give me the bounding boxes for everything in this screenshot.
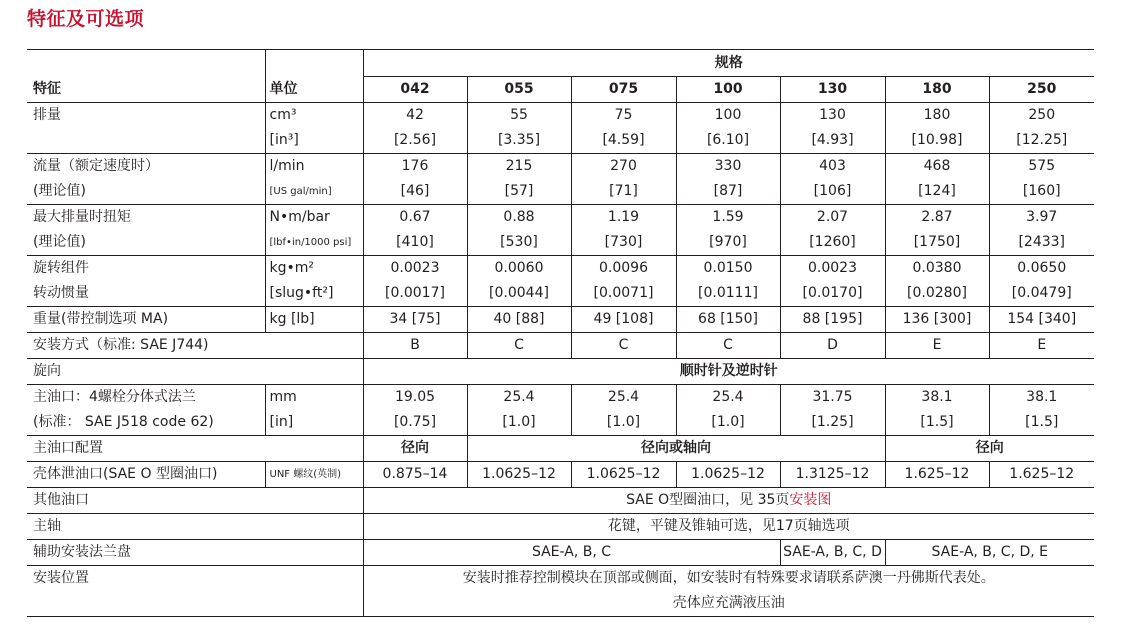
unit-cell: [slug•ft²] xyxy=(265,281,363,307)
unit-cell: kg [lb] xyxy=(265,307,363,333)
row-flow xyxy=(27,154,1094,180)
value-cell: 154 [340] xyxy=(989,307,1094,333)
value-cell: [1.0] xyxy=(467,410,571,436)
value-cell: [12.25] xyxy=(989,128,1094,154)
row-shaft xyxy=(27,514,1094,540)
unit-cell: [US gal/min] xyxy=(265,179,363,205)
value-cell: 88 [195] xyxy=(780,307,885,333)
row-label: (理论值) xyxy=(33,234,86,250)
value-cell: [57] xyxy=(467,179,571,205)
value-cell: [530] xyxy=(467,230,571,256)
row-displacement-imperial xyxy=(27,128,1094,154)
value-cell: 38.1 xyxy=(989,385,1094,411)
value-cell: [0.0017] xyxy=(363,281,467,307)
install-drawing-link[interactable]: 安装图 xyxy=(789,492,832,508)
value-cell: 3.97 xyxy=(989,205,1094,231)
unit-header: 单位 xyxy=(265,77,363,103)
specs-header: 规格 xyxy=(363,50,1094,77)
row-mounting xyxy=(27,333,1094,359)
value-cell: [0.0071] xyxy=(571,281,676,307)
row-inertia xyxy=(27,256,1094,282)
value-cell: SAE-A, B, C, D xyxy=(780,540,885,566)
value-cell: 0.0380 xyxy=(885,256,989,282)
value-cell: 0.67 xyxy=(363,205,467,231)
value-cell: 40 [88] xyxy=(467,307,571,333)
value-cell: 2.87 xyxy=(885,205,989,231)
value-cell: 100 xyxy=(676,103,780,129)
header-row-specs xyxy=(27,50,1094,77)
row-aux-flange xyxy=(27,540,1094,566)
value-cell: 25.4 xyxy=(676,385,780,411)
value-cell: 1.0625–12 xyxy=(571,462,676,488)
row-label: 旋转组件 xyxy=(33,260,89,276)
row-torque xyxy=(27,205,1094,231)
unit-cell: kg•m² xyxy=(265,256,363,282)
value-cell: 径向 xyxy=(885,436,1094,462)
row-position-2 xyxy=(27,591,1094,617)
value-cell: SAE-A, B, C xyxy=(363,540,780,566)
value-cell: 270 xyxy=(571,154,676,180)
value-cell: 壳体应充满液压油 xyxy=(363,591,1094,617)
size-code: 130 xyxy=(780,77,885,103)
value-cell: [106] xyxy=(780,179,885,205)
unit-cell: [in] xyxy=(265,410,363,436)
row-label: 重量(带控制选项 MA) xyxy=(33,311,169,327)
value-cell: [124] xyxy=(885,179,989,205)
size-code: 042 xyxy=(363,77,467,103)
value-cell: 31.75 xyxy=(780,385,885,411)
row-position xyxy=(27,566,1094,592)
unit-cell: cm³ xyxy=(265,103,363,129)
value-cell: 1.625–12 xyxy=(885,462,989,488)
value-cell: [0.0479] xyxy=(989,281,1094,307)
row-weight xyxy=(27,307,1094,333)
value-cell: [0.0280] xyxy=(885,281,989,307)
features-options-table xyxy=(27,49,1094,617)
value-cell: 1.3125–12 xyxy=(780,462,885,488)
value-cell: 176 xyxy=(363,154,467,180)
value-cell: [410] xyxy=(363,230,467,256)
value-cell: [1.5] xyxy=(989,410,1094,436)
row-case-drain xyxy=(27,462,1094,488)
value-cell: [6.10] xyxy=(676,128,780,154)
value-cell: 0.0650 xyxy=(989,256,1094,282)
value-cell: [87] xyxy=(676,179,780,205)
value-cell: [0.0044] xyxy=(467,281,571,307)
value-cell: 1.625–12 xyxy=(989,462,1094,488)
value-cell: 25.4 xyxy=(467,385,571,411)
unit-cell: UNF 螺纹(英制) xyxy=(265,462,363,488)
unit-cell: mm xyxy=(265,385,363,411)
value-cell: 55 xyxy=(467,103,571,129)
value-cell: 575 xyxy=(989,154,1094,180)
unit-cell: [in³] xyxy=(265,128,363,154)
row-other-ports xyxy=(27,488,1094,514)
value-cell: 42 xyxy=(363,103,467,129)
value-cell: [730] xyxy=(571,230,676,256)
value-cell: [3.35] xyxy=(467,128,571,154)
value-cell: C xyxy=(676,333,780,359)
value-cell: [1.5] xyxy=(885,410,989,436)
value-cell: [1.25] xyxy=(780,410,885,436)
size-code: 075 xyxy=(571,77,676,103)
size-code: 055 xyxy=(467,77,571,103)
row-label: 壳体泄油口(SAE O 型圈油口) xyxy=(33,466,218,482)
row-label: 主油口配置 xyxy=(33,440,103,456)
page-title: 特征及可选项 xyxy=(27,8,145,30)
value-cell: [2.56] xyxy=(363,128,467,154)
value-cell: 0.88 xyxy=(467,205,571,231)
value-cell: 0.0096 xyxy=(571,256,676,282)
value-cell xyxy=(363,488,1094,514)
row-flow-imperial xyxy=(27,179,1094,205)
value-cell: 19.05 xyxy=(363,385,467,411)
value-cell: 136 [300] xyxy=(885,307,989,333)
value-cell: 顺时针及逆时针 xyxy=(363,359,1094,385)
value-cell: [4.93] xyxy=(780,128,885,154)
row-label: 其他油口 xyxy=(33,492,89,508)
value-cell: 0.0150 xyxy=(676,256,780,282)
row-label: 排量 xyxy=(33,107,61,123)
value-cell: 0.0023 xyxy=(780,256,885,282)
value-cell: 安装时推荐控制模块在顶部或侧面，如安装时有特殊要求请联系萨澳一丹佛斯代表处。 xyxy=(363,566,1094,592)
row-inertia-imperial xyxy=(27,281,1094,307)
value-cell: 径向 xyxy=(363,436,467,462)
row-rotation xyxy=(27,359,1094,385)
value-cell: 49 [108] xyxy=(571,307,676,333)
value-cell: 2.07 xyxy=(780,205,885,231)
value-cell: 38.1 xyxy=(885,385,989,411)
value-cell: 1.0625–12 xyxy=(676,462,780,488)
value-cell: [160] xyxy=(989,179,1094,205)
value-cell: [10.98] xyxy=(885,128,989,154)
row-label: 安装位置 xyxy=(33,570,89,586)
value-cell: 1.19 xyxy=(571,205,676,231)
row-label: 主轴 xyxy=(33,518,61,534)
row-displacement xyxy=(27,103,1094,129)
value-cell: B xyxy=(363,333,467,359)
size-code: 250 xyxy=(989,77,1094,103)
value-cell: 径向或轴向 xyxy=(467,436,885,462)
feature-header: 特征 xyxy=(33,80,61,97)
value-cell: [970] xyxy=(676,230,780,256)
other-ports-text: SAE O型圈油口，见 35页 xyxy=(626,492,790,508)
value-cell: 花键，平键及锥轴可选，见17页轴选项 xyxy=(363,514,1094,540)
value-cell: [1.0] xyxy=(571,410,676,436)
value-cell: 180 xyxy=(885,103,989,129)
row-label: (标准： SAE J518 code 62) xyxy=(33,414,214,430)
row-main-port xyxy=(27,385,1094,411)
value-cell: 330 xyxy=(676,154,780,180)
row-port-config xyxy=(27,436,1094,462)
value-cell: [2433] xyxy=(989,230,1094,256)
value-cell: [71] xyxy=(571,179,676,205)
value-cell: 0.0060 xyxy=(467,256,571,282)
row-label: 主油口：4螺栓分体式法兰 xyxy=(33,389,196,405)
row-label: (理论值) xyxy=(33,183,86,199)
row-label: 最大排量时扭矩 xyxy=(33,209,131,225)
value-cell: 1.59 xyxy=(676,205,780,231)
row-label: 旋向 xyxy=(33,363,61,379)
row-label: 流量（额定速度时） xyxy=(33,158,159,174)
value-cell: [0.0170] xyxy=(780,281,885,307)
unit-cell: N•m/bar xyxy=(265,205,363,231)
value-cell: 0.0023 xyxy=(363,256,467,282)
value-cell: 215 xyxy=(467,154,571,180)
unit-cell: l/min xyxy=(265,154,363,180)
row-label: 辅助安装法兰盘 xyxy=(33,544,131,560)
value-cell: [0.0111] xyxy=(676,281,780,307)
value-cell: C xyxy=(571,333,676,359)
value-cell: 468 xyxy=(885,154,989,180)
value-cell: [46] xyxy=(363,179,467,205)
header-row-codes xyxy=(27,77,1094,103)
value-cell: [1260] xyxy=(780,230,885,256)
value-cell: D xyxy=(780,333,885,359)
value-cell: SAE-A, B, C, D, E xyxy=(885,540,1094,566)
value-cell: 25.4 xyxy=(571,385,676,411)
value-cell: 1.0625–12 xyxy=(467,462,571,488)
value-cell: 0.875–14 xyxy=(363,462,467,488)
row-label: 安装方式（标准: SAE J744) xyxy=(33,337,209,353)
row-main-port-imperial xyxy=(27,410,1094,436)
value-cell: E xyxy=(989,333,1094,359)
value-cell: E xyxy=(885,333,989,359)
value-cell: 68 [150] xyxy=(676,307,780,333)
value-cell: [0.75] xyxy=(363,410,467,436)
size-code: 100 xyxy=(676,77,780,103)
value-cell: 403 xyxy=(780,154,885,180)
row-label: 转动惯量 xyxy=(33,285,89,301)
row-torque-imperial xyxy=(27,230,1094,256)
size-code: 180 xyxy=(885,77,989,103)
unit-cell: [lbf•in/1000 psi] xyxy=(265,230,363,256)
value-cell: [1.0] xyxy=(676,410,780,436)
value-cell: 75 xyxy=(571,103,676,129)
value-cell: C xyxy=(467,333,571,359)
value-cell: 34 [75] xyxy=(363,307,467,333)
value-cell: 250 xyxy=(989,103,1094,129)
value-cell: [4.59] xyxy=(571,128,676,154)
value-cell: 130 xyxy=(780,103,885,129)
value-cell: [1750] xyxy=(885,230,989,256)
